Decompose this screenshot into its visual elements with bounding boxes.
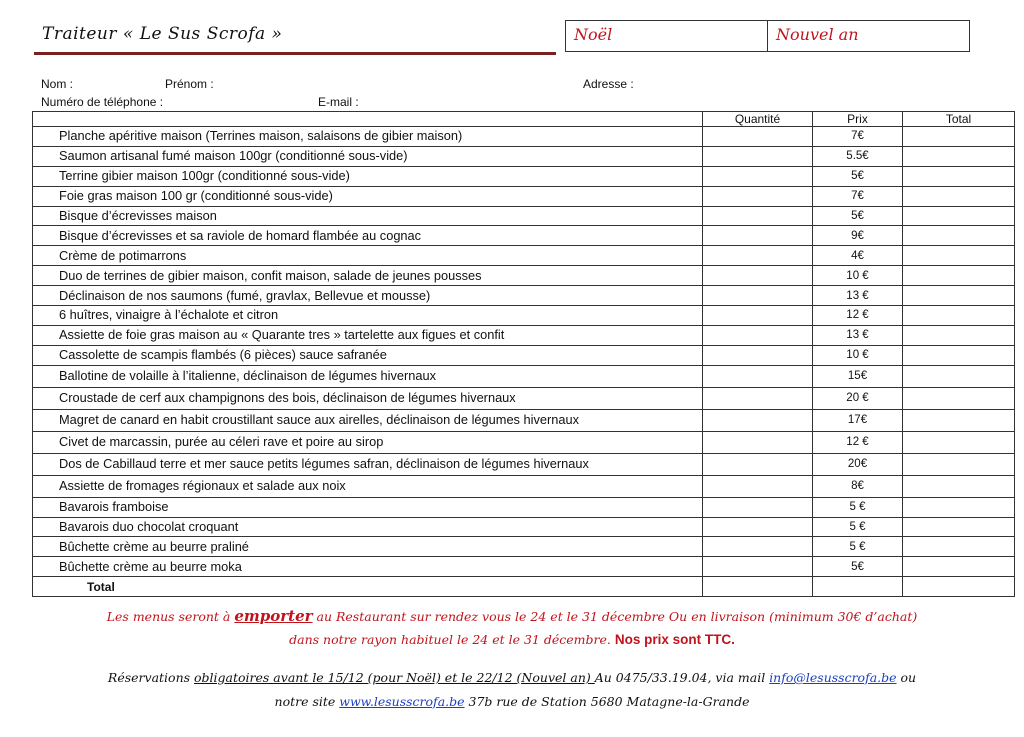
- price-cell: 5€: [813, 166, 903, 186]
- table-row: [33, 365, 1015, 387]
- footer-ttc: Nos prix sont TTC.: [614, 632, 735, 647]
- price-cell: 12 €: [813, 306, 903, 326]
- order-table: [32, 111, 1015, 597]
- quantity-cell[interactable]: [703, 325, 813, 345]
- item-name: Magret de canard en habit croustillant sauce aux airelles, déclinaison de légumes hivernaux: [33, 409, 703, 431]
- footer-line-3: [0, 670, 1024, 685]
- quantity-cell[interactable]: [703, 345, 813, 365]
- quantity-cell[interactable]: [703, 226, 813, 246]
- item-name: Croustade de cerf aux champignons des bois, déclinaison de légumes hivernaux: [33, 387, 703, 409]
- total-cell[interactable]: [903, 517, 1015, 537]
- total-quantity-cell[interactable]: [703, 577, 813, 597]
- website-link[interactable]: www.lesusscrofa.be: [339, 694, 465, 709]
- item-name: Saumon artisanal fumé maison 100gr (conditionné sous-vide): [33, 146, 703, 166]
- quantity-cell[interactable]: [703, 557, 813, 577]
- table-row: [33, 557, 1015, 577]
- quantity-cell[interactable]: [703, 206, 813, 226]
- price-cell: 12 €: [813, 431, 903, 453]
- table-row: [33, 387, 1015, 409]
- total-price-cell: [813, 577, 903, 597]
- price-cell: 10 €: [813, 345, 903, 365]
- price-cell: 5 €: [813, 517, 903, 537]
- table-row: [33, 453, 1015, 475]
- quantity-cell[interactable]: [703, 266, 813, 286]
- email-label: E-mail :: [318, 95, 359, 109]
- price-cell: 5€: [813, 206, 903, 226]
- table-row: [33, 345, 1015, 365]
- item-name: Civet de marcassin, purée au céleri rave et poire au sirop: [33, 431, 703, 453]
- item-name: Bavarois framboise: [33, 497, 703, 517]
- quantity-cell[interactable]: [703, 166, 813, 186]
- price-cell: 13 €: [813, 325, 903, 345]
- table-row: [33, 306, 1015, 326]
- price-cell: 17€: [813, 409, 903, 431]
- footer-line-2: [0, 632, 1024, 647]
- total-cell[interactable]: [903, 557, 1015, 577]
- footer-text-3c: ou: [896, 670, 917, 685]
- header-prix: Prix: [813, 112, 903, 127]
- title-underline: [34, 52, 556, 55]
- occasion-box: [565, 20, 970, 52]
- item-name: Bavarois duo chocolat croquant: [33, 517, 703, 537]
- item-name: Bûchette crème au beurre praliné: [33, 537, 703, 557]
- table-row: [33, 266, 1015, 286]
- table-row: [33, 409, 1015, 431]
- total-cell[interactable]: [903, 266, 1015, 286]
- quantity-cell[interactable]: [703, 286, 813, 306]
- total-cell[interactable]: [903, 186, 1015, 206]
- total-cell[interactable]: [903, 206, 1015, 226]
- quantity-cell[interactable]: [703, 475, 813, 497]
- quantity-cell[interactable]: [703, 365, 813, 387]
- footer-line-4: [0, 694, 1024, 709]
- grand-total-cell[interactable]: [903, 577, 1015, 597]
- item-name: Foie gras maison 100 gr (conditionné sous-vide): [33, 186, 703, 206]
- item-name: Dos de Cabillaud terre et mer sauce petits légumes safran, déclinaison de légumes hivernaux: [33, 453, 703, 475]
- quantity-cell[interactable]: [703, 517, 813, 537]
- total-cell[interactable]: [903, 365, 1015, 387]
- total-label: Total: [33, 577, 703, 597]
- footer-text-1b: au Restaurant sur rendez vous le 24 et le 31 décembre Ou en livraison (minimum 30€ d’achat): [312, 609, 918, 624]
- price-cell: 4€: [813, 246, 903, 266]
- table-row: [33, 206, 1015, 226]
- header-item: [33, 112, 703, 127]
- total-cell[interactable]: [903, 286, 1015, 306]
- total-cell[interactable]: [903, 453, 1015, 475]
- item-name: Cassolette de scampis flambés (6 pièces) sauce safranée: [33, 345, 703, 365]
- total-cell[interactable]: [903, 325, 1015, 345]
- occasion-nouvel-an[interactable]: Nouvel an: [776, 25, 859, 44]
- price-cell: 10 €: [813, 266, 903, 286]
- item-name: Déclinaison de nos saumons (fumé, gravlax, Bellevue et mousse): [33, 286, 703, 306]
- item-name: Crème de potimarrons: [33, 246, 703, 266]
- quantity-cell[interactable]: [703, 146, 813, 166]
- footer-text-3b: Au 0475/33.19.04, via mail: [594, 670, 770, 685]
- table-row: [33, 286, 1015, 306]
- table-row: [33, 127, 1015, 147]
- page-title: Traiteur « Le Sus Scrofa »: [42, 24, 283, 44]
- quantity-cell[interactable]: [703, 246, 813, 266]
- footer-line-1: [0, 607, 1024, 625]
- quantity-cell[interactable]: [703, 186, 813, 206]
- table-row: [33, 146, 1015, 166]
- total-cell[interactable]: [903, 306, 1015, 326]
- total-cell[interactable]: [903, 409, 1015, 431]
- quantity-cell[interactable]: [703, 431, 813, 453]
- footer-address: 37b rue de Station 5680 Matagne-la-Grande: [464, 694, 750, 709]
- quantity-cell[interactable]: [703, 537, 813, 557]
- item-name: Bisque d’écrevisses et sa raviole de homard flambée au cognac: [33, 226, 703, 246]
- price-cell: 7€: [813, 127, 903, 147]
- total-cell[interactable]: [903, 387, 1015, 409]
- occasion-noel[interactable]: Noël: [566, 21, 768, 51]
- quantity-cell[interactable]: [703, 306, 813, 326]
- price-cell: 15€: [813, 365, 903, 387]
- total-cell[interactable]: [903, 345, 1015, 365]
- total-cell[interactable]: [903, 431, 1015, 453]
- quantity-cell[interactable]: [703, 497, 813, 517]
- price-cell: 5€: [813, 557, 903, 577]
- price-cell: 20 €: [813, 387, 903, 409]
- total-cell[interactable]: [903, 226, 1015, 246]
- price-cell: 5 €: [813, 497, 903, 517]
- footer-text-3a: Réservations: [107, 670, 195, 685]
- table-row: [33, 431, 1015, 453]
- total-cell[interactable]: [903, 537, 1015, 557]
- price-cell: 20€: [813, 453, 903, 475]
- email-link[interactable]: info@lesusscrofa.be: [769, 670, 897, 685]
- item-name: Ballotine de volaille à l’italienne, déclinaison de légumes hivernaux: [33, 365, 703, 387]
- table-body: [33, 127, 1015, 577]
- footer-emporter: emporter: [234, 607, 313, 625]
- item-name: Assiette de foie gras maison au « Quarante tres » tartelette aux figues et confit: [33, 325, 703, 345]
- price-cell: 9€: [813, 226, 903, 246]
- prenom-label: Prénom :: [165, 77, 214, 91]
- table-row: [33, 497, 1015, 517]
- total-cell[interactable]: [903, 127, 1015, 147]
- total-cell[interactable]: [903, 146, 1015, 166]
- total-cell[interactable]: [903, 166, 1015, 186]
- price-cell: 5 €: [813, 537, 903, 557]
- total-row: [33, 577, 1015, 597]
- table-row: [33, 325, 1015, 345]
- item-name: Assiette de fromages régionaux et salade aux noix: [33, 475, 703, 497]
- table-row: [33, 517, 1015, 537]
- item-name: Terrine gibier maison 100gr (conditionné sous-vide): [33, 166, 703, 186]
- table-header-row: [33, 112, 1015, 127]
- table-row: [33, 226, 1015, 246]
- item-name: Planche apéritive maison (Terrines maison, salaisons de gibier maison): [33, 127, 703, 147]
- table-row: [33, 246, 1015, 266]
- total-cell[interactable]: [903, 497, 1015, 517]
- item-name: 6 huîtres, vinaigre à l’échalote et citron: [33, 306, 703, 326]
- quantity-cell[interactable]: [703, 127, 813, 147]
- item-name: Bûchette crème au beurre moka: [33, 557, 703, 577]
- table-row: [33, 537, 1015, 557]
- quantity-cell[interactable]: [703, 453, 813, 475]
- quantity-cell[interactable]: [703, 409, 813, 431]
- table-row: [33, 186, 1015, 206]
- table-row: [33, 166, 1015, 186]
- footer-text-1a: Les menus seront à: [106, 609, 235, 624]
- telephone-label: Numéro de téléphone :: [41, 95, 164, 109]
- item-name: Bisque d’écrevisses maison: [33, 206, 703, 226]
- table-row: [33, 475, 1015, 497]
- footer-text-2: dans notre rayon habituel le 24 et le 31 décembre.: [289, 632, 615, 647]
- price-cell: 13 €: [813, 286, 903, 306]
- footer-text-4a: notre site: [274, 694, 340, 709]
- nom-label: Nom :: [41, 77, 74, 91]
- footer-deadlines: obligatoires avant le 15/12 (pour Noël) et le 22/12 (Nouvel an): [194, 670, 595, 685]
- price-cell: 7€: [813, 186, 903, 206]
- quantity-cell[interactable]: [703, 387, 813, 409]
- item-name: Duo de terrines de gibier maison, confit maison, salade de jeunes pousses: [33, 266, 703, 286]
- adresse-label: Adresse :: [583, 77, 634, 91]
- header-total: Total: [903, 112, 1015, 127]
- total-cell[interactable]: [903, 246, 1015, 266]
- header-quantite: Quantité: [703, 112, 813, 127]
- total-cell[interactable]: [903, 475, 1015, 497]
- price-cell: 8€: [813, 475, 903, 497]
- price-cell: 5.5€: [813, 146, 903, 166]
